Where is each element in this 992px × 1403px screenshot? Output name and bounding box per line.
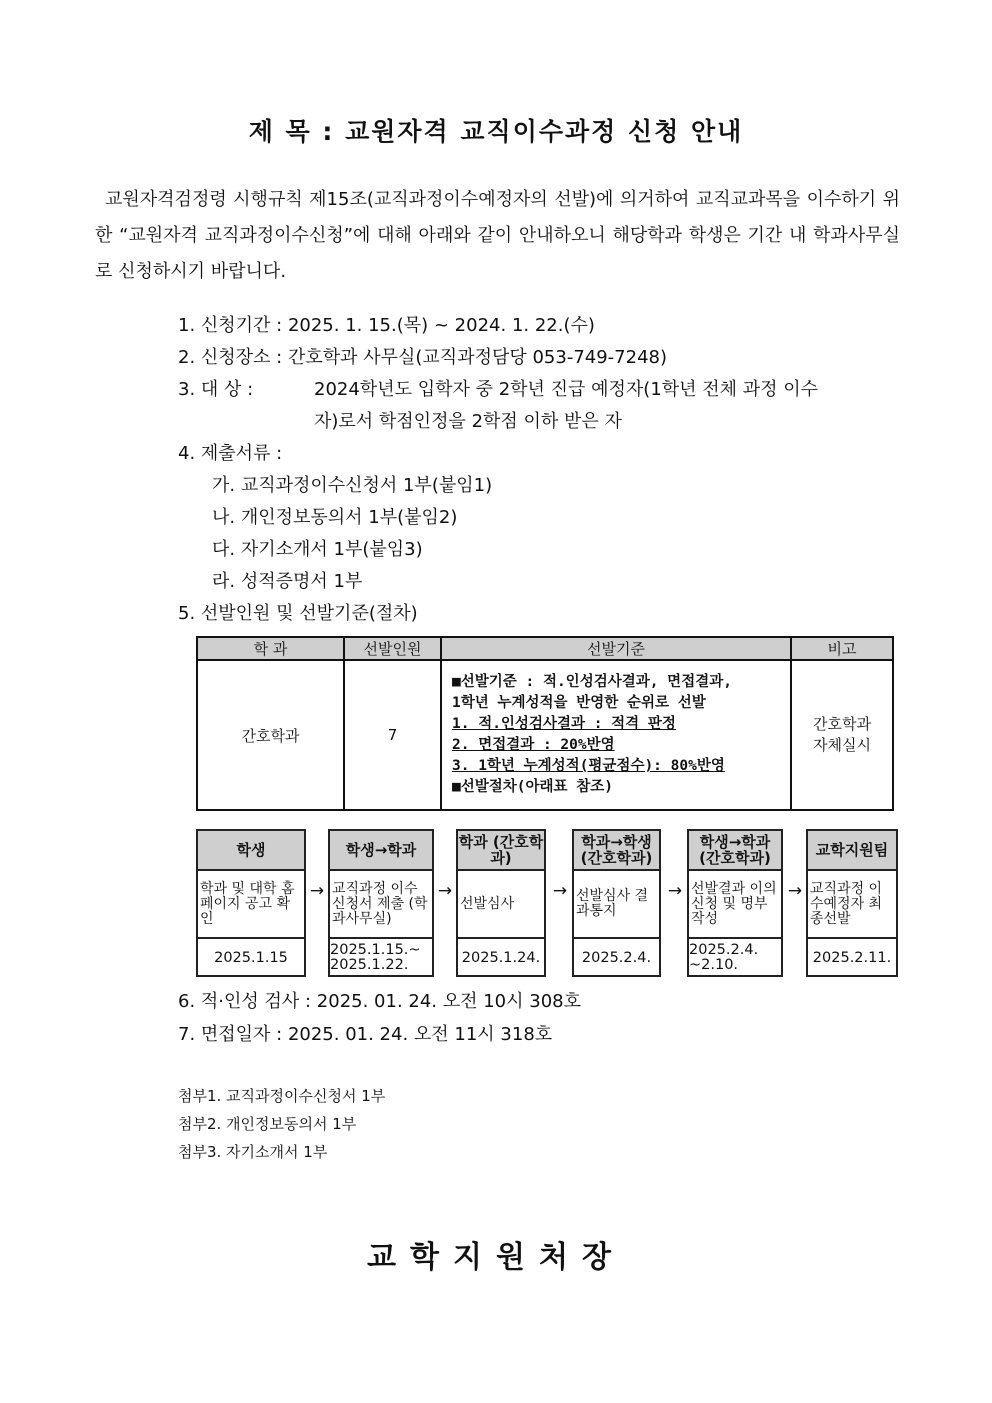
selection-heading: 5. 선발인원 및 선발기준(절차)	[178, 603, 418, 624]
attachments	[178, 1082, 385, 1166]
flow-step	[572, 829, 661, 977]
cell-note	[791, 660, 893, 810]
attachment-item: 첨부3. 자기소개서 1부	[178, 1143, 328, 1161]
attachment-item: 첨부1. 교직과정이수신청서 1부	[178, 1087, 386, 1105]
header-count: 선발인원	[344, 637, 441, 660]
flow-arrow: →	[787, 881, 803, 901]
target-value-cont: 자)로서 학점인정을 2학점 이하 받은 자	[314, 411, 622, 432]
flow-step-header: 학생	[198, 831, 304, 871]
flow-step-date: 2025.2.4. ~2.10.	[689, 942, 759, 973]
flow-arrow: →	[437, 881, 453, 901]
header-dept: 학 과	[197, 637, 344, 660]
doc-item: 라. 성적증명서 1부	[212, 571, 363, 592]
flow-step-date: 2025.1.15	[214, 949, 288, 966]
target-item	[178, 374, 900, 406]
target-value: 2024학년도 입학자 중 2학년 진급 예정자(1학년 전체 과정 이수	[314, 379, 819, 400]
info-items	[178, 310, 900, 630]
criteria-line: 2. 면접결과 : 20%반영	[452, 737, 615, 753]
flow-step-body: 교직과정 이수예정자 최종선발	[808, 871, 896, 939]
place-item: 2. 신청장소 : 간호학과 사무실(교직과정담당 053-749-7248)	[178, 347, 667, 368]
flow-arrow: →	[667, 881, 683, 901]
flow-step-header: 학생→학과 (간호학과)	[689, 831, 781, 871]
header-note: 비고	[791, 637, 893, 660]
flow-step-header: 학과 (간호학과)	[458, 831, 544, 871]
period-item: 1. 신청기간 : 2025. 1. 15.(목) ~ 2024. 1. 22.(수)	[178, 315, 595, 336]
flow-step-body: 선발심사 결과통지	[574, 871, 659, 939]
doc-item: 가. 교직과정이수신청서 1부(붙임1)	[212, 475, 493, 496]
flow-step	[806, 829, 898, 977]
aptitude-test-item: 6. 적·인성 검사 : 2025. 01. 24. 오전 10시 308호	[178, 991, 581, 1012]
flow-arrow: →	[309, 881, 325, 901]
flow-step	[456, 829, 546, 977]
flow-step-date: 2025.1.15.~ 2025.1.22.	[330, 942, 421, 973]
cell-count: 7	[344, 660, 441, 810]
flow-step-header: 학생→학과	[330, 831, 432, 871]
note-line: 간호학과	[813, 715, 871, 733]
selection-table	[196, 636, 894, 811]
flow-step-body: 선발심사	[458, 871, 544, 939]
intro-text: 교원자격검정령 시행규칙 제15조(교직과정이수예정자의 선발)에 의거하여 교직교과목을 이수하기 위한 “교원자격 교직과정이수신청”에 대해 아래와 같이 안내하오니 해당학과 학생은 기간 내 학과사무실로 신청하시기 바랍니다.	[95, 189, 900, 282]
criteria-line: ■선발절차(아래표 참조)	[452, 779, 613, 795]
flow-step-body: 선발결과 이의신청 및 명부작성	[689, 871, 781, 939]
criteria-line: 3. 1학년 누계성적(평균점수): 80%반영	[452, 758, 725, 774]
note-line: 자체실시	[813, 736, 871, 754]
selection-flow	[196, 829, 898, 977]
flow-step-body: 교직과정 이수신청서 제출 (학과사무실)	[330, 871, 432, 939]
criteria-line: 1학년 누계성적을 반영한 순위로 선발	[452, 695, 706, 711]
flow-arrow: →	[552, 881, 568, 901]
criteria-line: ■선발기준 : 적.인성검사결과, 면접결과,	[452, 674, 732, 690]
cell-dept: 간호학과	[197, 660, 344, 810]
attachment-item: 첨부2. 개인정보동의서 1부	[178, 1115, 357, 1133]
document-title: 제 목 : 교원자격 교직이수과정 신청 안내	[248, 117, 744, 146]
docs-heading: 4. 제출서류 :	[178, 443, 283, 464]
flow-step	[196, 829, 306, 977]
doc-item: 다. 자기소개서 1부(붙임3)	[212, 539, 423, 560]
flow-step-header: 교학지원팀	[808, 831, 896, 871]
schedule-items	[178, 985, 581, 1051]
doc-item: 나. 개인정보동의서 1부(붙임2)	[212, 507, 458, 528]
flow-step-header: 학과→학생 (간호학과)	[574, 831, 659, 871]
flow-step	[687, 829, 783, 977]
signature: 교학지원처장	[367, 1240, 625, 1275]
flow-step-body: 학과 및 대학 홈페이지 공고 확인	[198, 871, 304, 939]
header-criteria: 선발기준	[441, 637, 791, 660]
flow-step-date: 2025.2.11.	[812, 949, 892, 966]
flow-step-date: 2025.2.4.	[581, 949, 652, 966]
criteria-line: 1. 적.인성검사결과 : 적격 판정	[452, 716, 676, 732]
cell-criteria	[441, 660, 791, 810]
interview-item: 7. 면접일자 : 2025. 01. 24. 오전 11시 318호	[178, 1024, 553, 1045]
target-label: 3. 대 상 :	[178, 379, 254, 400]
intro-paragraph	[95, 182, 900, 290]
flow-step-date: 2025.1.24.	[461, 949, 541, 966]
flow-step	[328, 829, 434, 977]
